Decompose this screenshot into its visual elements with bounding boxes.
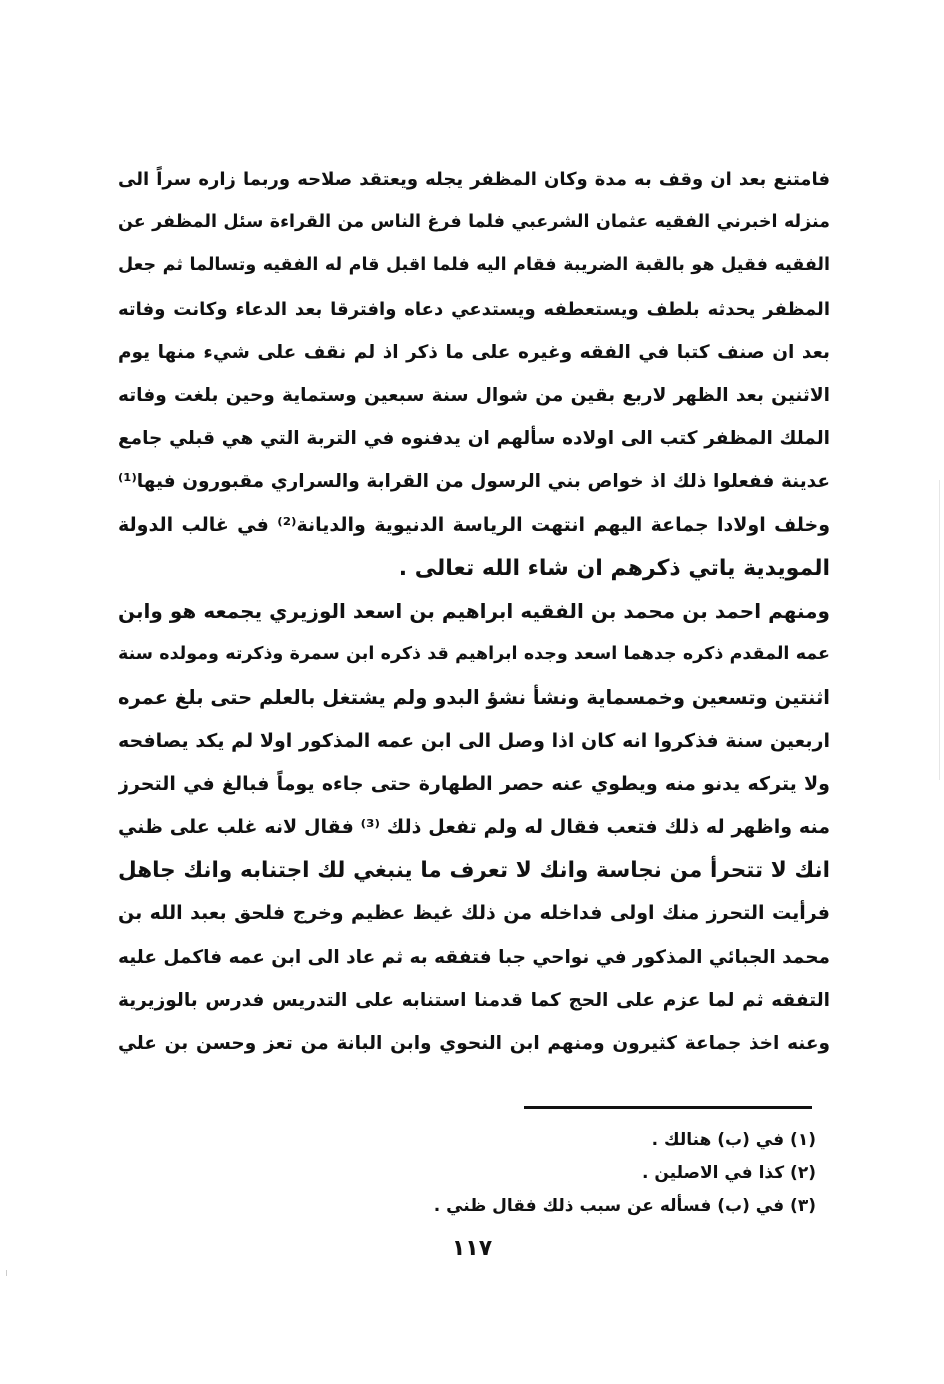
footnote-divider bbox=[524, 1106, 812, 1109]
footnotes bbox=[416, 1124, 816, 1223]
text-line: المظفر يحدثه بلطف ويستعطفه ويستدعي دعاه وافترقا بعد الدعاء وكانت وفاته bbox=[118, 298, 830, 320]
text-line: بعد ان صنف كتبا في الفقه وغيره على ما ذكر اذ لم نقف على شيء منها يوم bbox=[118, 341, 830, 363]
text-line: اربعين سنة فذكروا انه كان اذا وصل الى ابن عمه المذكور اولا لم يكد يصافحه bbox=[118, 729, 830, 752]
scan-speck bbox=[6, 1270, 7, 1276]
text-line: فامتنع بعد ان وقف به مدة وكان المظفر يجله ويعتقد صلاحه وربما زاره سراً الى bbox=[118, 169, 830, 190]
text-line: انك لا تتحرأ من نجاسة وانك لا تعرف ما ينبغي لك اجتنابه وانك جاهل bbox=[118, 858, 830, 884]
text-line: وعنه اخذ جماعة كثيرون ومنهم ابن النحوي وابن البانة من تعز وحسن بن علي bbox=[118, 1032, 830, 1054]
footnote-3: (٣) في (ب) فسأله عن سبب ذلك فقال ظني . bbox=[433, 1196, 816, 1216]
text-line: المويدية ياتي ذكرهم ان شاء الله تعالى . bbox=[398, 555, 830, 581]
text-line: التفقه ثم لما عزم على الحج كما قدمنا استنابه على التدريس فدرس بالوزيرية bbox=[118, 989, 830, 1011]
text-line: ولا يتركه يدنو منه ويطوي عنه حصر الطهارة حتى جاءه يوماً فبالغ في التحرز bbox=[118, 772, 830, 795]
text-line: الفقيه فقيل هو بالقبة الضريبة فقام اليه فلما اقبل قام له الفقيه وتسالما ثم جعل bbox=[118, 255, 830, 276]
text-line: الملك المظفر كتب الى اولاده سألهم ان يدفنوه في التربة التي هي قبلي جامع bbox=[118, 428, 830, 450]
text-line: وخلف اولادا جماعة اليهم انتهت الرياسة الدنيوية والديانة⁽²⁾ في غالب الدولة bbox=[118, 513, 830, 536]
text-line: محمد الجبائي المذكور في نواحي جبا فتفقه به ثم عاد الى ابن عمه فاكمل عليه bbox=[118, 946, 830, 968]
paragraph-1 bbox=[118, 158, 830, 590]
page-number: ١١٧ bbox=[451, 1236, 493, 1261]
footnote-1: (١) في (ب) هنالك . bbox=[651, 1130, 816, 1150]
text-line: ومنهم احمد بن محمد بن الفقيه ابراهيم بن اسعد الوزيري يجمعه هو وابن bbox=[118, 599, 830, 623]
text-line: فرأيت التحرز منك اولى فداخله من ذلك غيظ عظيم وخرج فلحق بعبد الله بن bbox=[118, 902, 830, 925]
footnote-2: (٢) كذا في الاصلين . bbox=[641, 1163, 816, 1183]
text-line: عدينة ففعلوا ذلك اذ خواص بني الرسول من القرابة والسراري مقبورون فيها⁽¹⁾ bbox=[118, 471, 830, 493]
text-line: الاثنين بعد الظهر لاربع بقين من شوال سنة سبعين وستماية وحين بلغت وفاته bbox=[118, 384, 830, 406]
page-edge-shadow bbox=[939, 480, 940, 780]
text-line: منه واظهر له ذلك فتعب فقال له ولم تفعل ذلك ⁽³⁾ فقال لانه غلب على ظني bbox=[118, 815, 830, 838]
text-line: عمه المقدم ذكره جدهما اسعد وجده ابراهيم قد ذكره ابن سمرة وذكرته ومولده سنة bbox=[118, 644, 830, 665]
paragraph-2 bbox=[118, 590, 830, 1065]
text-line: اثنتين وتسعين وخمسماية ونشأ نشؤ البدو ولم يشتغل بالعلم حتى بلغ عمره bbox=[118, 686, 830, 710]
text-line: منزله اخبرني الفقيه عثمان الشرعبي فلما فرغ الناس من القراءة سئل المظفر عن bbox=[118, 212, 830, 233]
